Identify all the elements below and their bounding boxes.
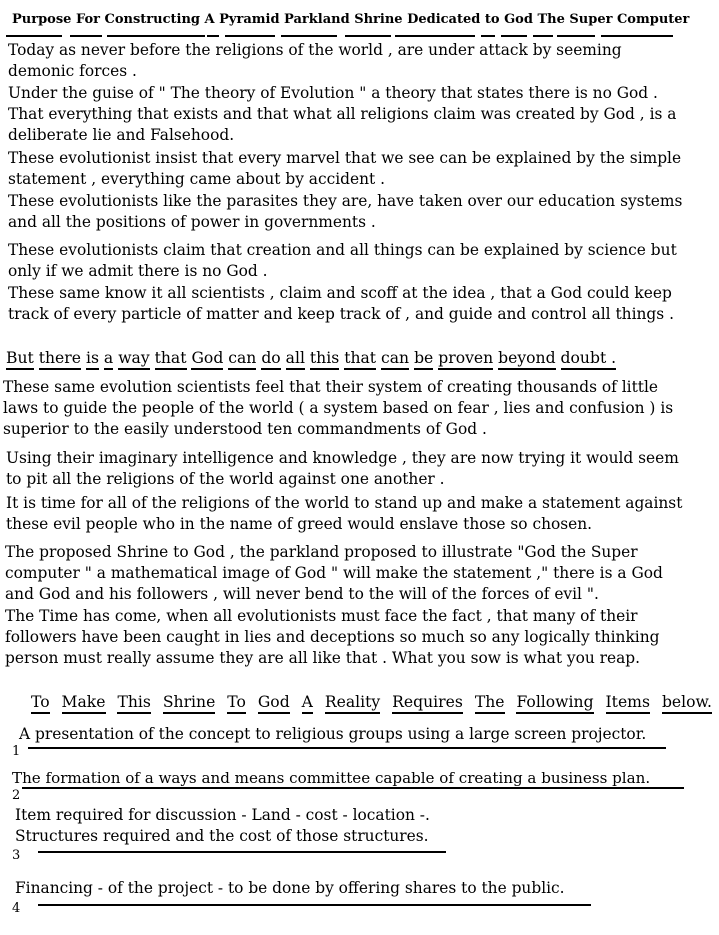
item-2-number: 2 [12,788,21,803]
underlined-word: be [414,349,433,370]
underlined-word: there [39,349,81,370]
paragraph-5: These evolutionists claim that creation and all things can be explained by science but only if we admit there is no God . [8,241,677,281]
paragraph-3: These evolutionist insist that every marvel that we see can be explained by the simple statement , everything came about by accident . [8,149,682,189]
underlined-word: beyond [498,349,555,370]
heading-word: Reality [325,693,380,714]
item-2-line [22,787,684,789]
paragraph-10: The proposed Shrine to God , the parkland proposed to illustrate "God the Super computer " a mathematical image of God " will make the statement ," there is a God and God and his followers , will never bend to the will of the forces of evil ". [5,543,663,604]
underlined-word: can [228,349,256,370]
heading-word: God [258,693,290,714]
item-1-text: A presentation of the concept to religious groups using a large screen projector. [19,725,647,743]
item-3-text: Item required for discussion - Land - cost - location -. [15,806,430,824]
underlined-word: way [118,349,149,370]
underlined-word: But [6,349,34,370]
underlined-word: God [191,349,223,370]
underlined-word: that [155,349,187,370]
paragraph-11: The Time has come, when all evolutionists must face the fact , that many of their followers have been caught in lies and deceptions so much so any logically thinking person must really assume they are all like that . What you sow is what you reap. [5,607,660,668]
heading-word: To [31,693,50,714]
underlined-word: that [344,349,376,370]
heading-word: A [302,693,313,714]
paragraph-4: These evolutionists like the parasites they are, have taken over our education systems and all the positions of power in governments . [8,192,683,232]
underlined-word: can [381,349,409,370]
heading-word: Make [62,693,106,714]
item-3-number: 3 [12,848,21,863]
heading-word: Items [606,693,650,714]
item-3-text-2: Structures required and the cost of those structures. [15,827,429,845]
heading-word: Requires [392,693,463,714]
underlined-word: this [310,349,339,370]
heading-word: Following [516,693,593,714]
heading-word: The [475,693,505,714]
paragraph-8: Using their imaginary intelligence and knowledge , they are now trying it would seem to pit all the religions of the world against one another . [6,449,679,489]
heading-word: To [227,693,246,714]
underlined-word: all [286,349,305,370]
paragraph-6: These same know it all scientists , claim and scoff at the idea , that a God could keep track of every particle of matter and keep track of , and guide and control all things . [8,284,674,324]
item-4-line [38,904,591,906]
underlined-word: do [261,349,280,370]
underlined-word: doubt . [561,349,617,370]
paragraph-2: Under the guise of " The theory of Evolution " a theory that states there is no God . That everything that exists and that what all religions claim was created by God , is a deliberate lie and Falsehood. [8,84,677,145]
heading-word: This [117,693,150,714]
paragraph-9: It is time for all of the religions of the world to stand up and make a statement against these evil people who in the name of greed would enslave those so chosen. [6,494,683,534]
heading-word: Shrine [163,693,215,714]
item-1-number: 1 [12,744,21,759]
item-2-text: The formation of a ways and means committee capable of creating a business plan. [12,769,651,787]
item-1-line [28,747,666,749]
item-3-line [38,851,446,853]
underlined-word: a [104,349,113,370]
requirements-heading [31,693,719,711]
item-4-text: Financing - of the project - to be done by offering shares to the public. [15,879,565,897]
paragraph-1: Today as never before the religions of the world , are under attack by seeming demonic forces . [8,41,622,81]
paragraph-7: These same evolution scientists feel that their system of creating thousands of little laws to guide the people of the world ( a system based on fear , lies and confusion ) is superior to the easily understood ten commandments of God . [3,378,674,439]
heading-word: below. [662,693,712,714]
underlined-sentence [6,349,616,367]
item-4-number: 4 [12,901,21,916]
underlined-word: is [86,349,99,370]
page-title: Purpose For Constructing A Pyramid Parkland Shrine Dedicated to God The Super Computer [12,12,690,27]
underlined-word: proven [438,349,493,370]
